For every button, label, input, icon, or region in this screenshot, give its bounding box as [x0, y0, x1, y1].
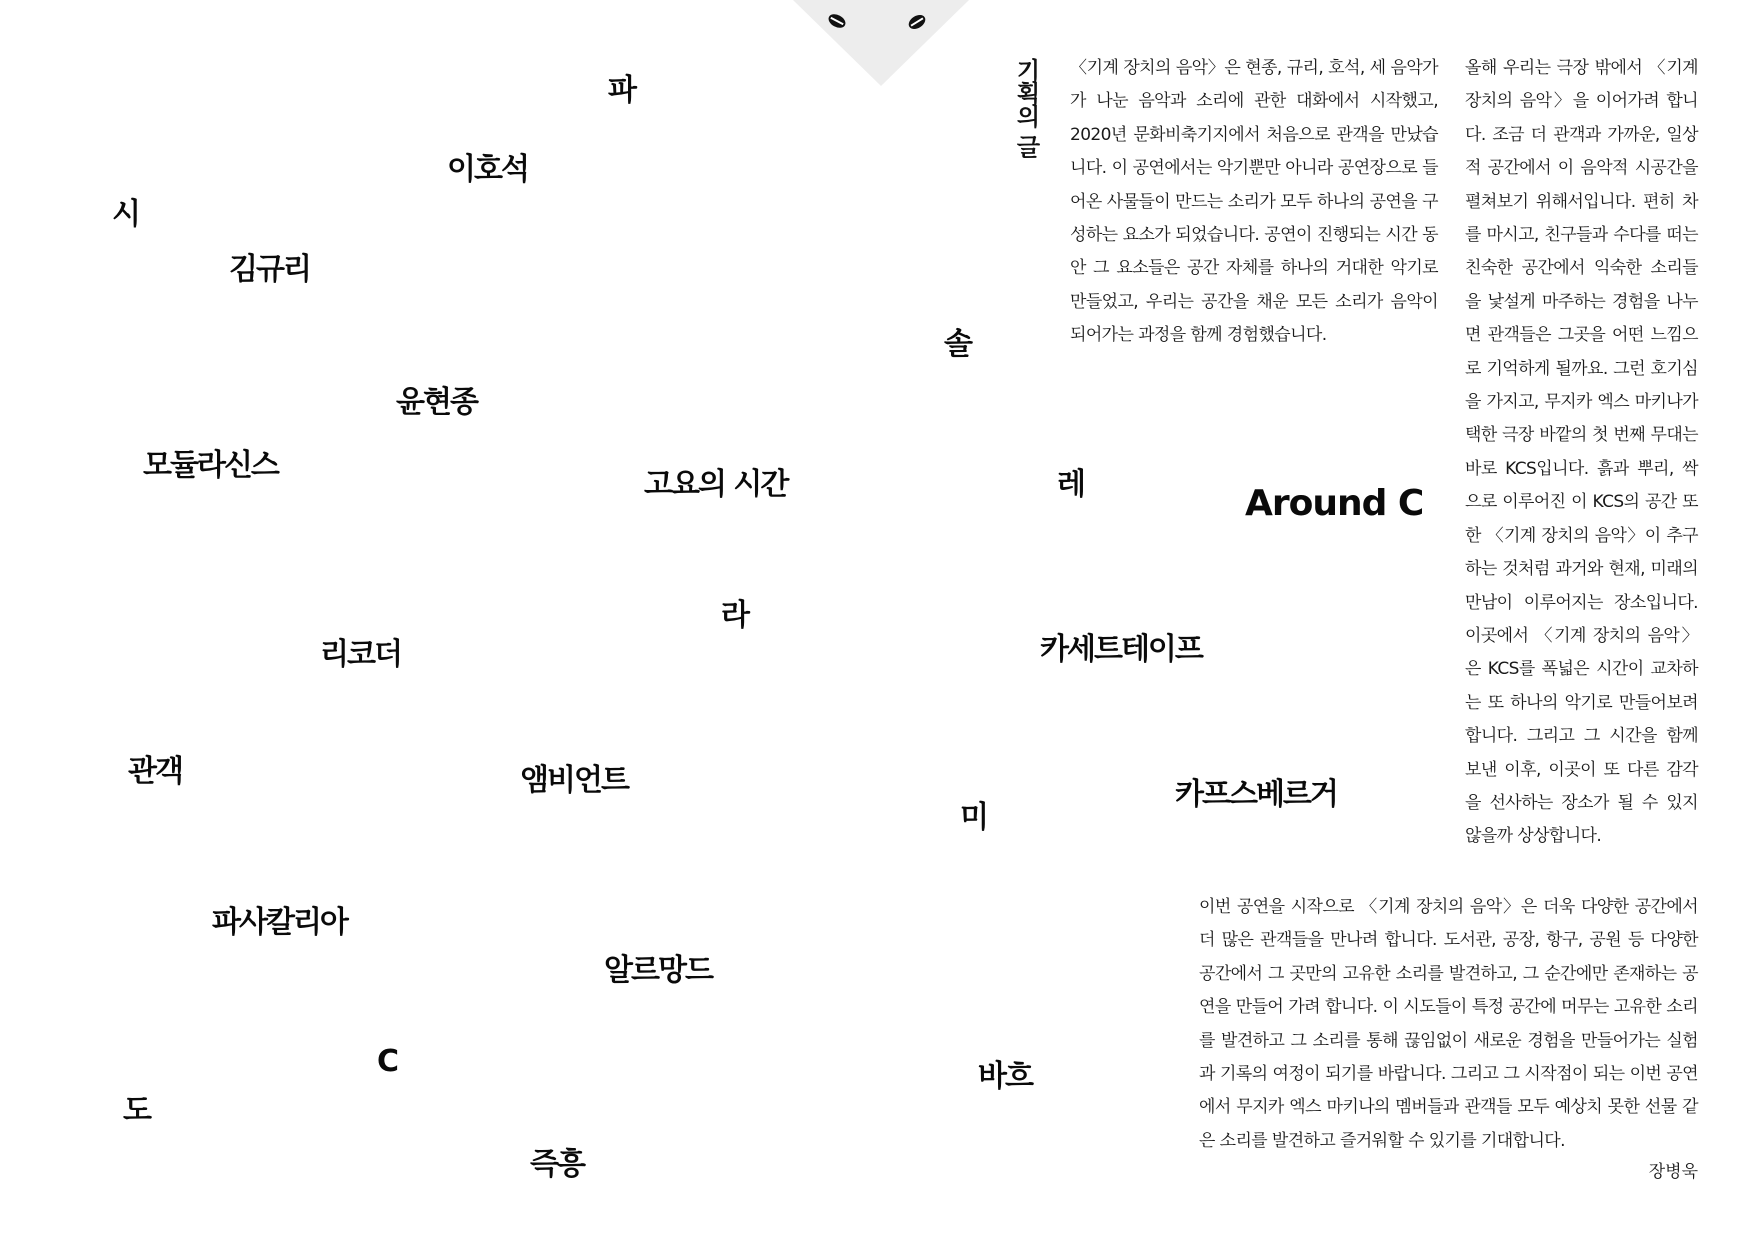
word-improvisation: 즉흥: [530, 1147, 584, 1182]
word-c: C: [377, 1044, 398, 1079]
word-around-c: Around C: [1245, 483, 1424, 524]
word-si: 시: [112, 197, 139, 232]
word-time-of-silence: 고요의 시간: [644, 467, 788, 502]
word-lee-hoseok: 이호석: [447, 152, 528, 187]
word-bach: 바흐: [978, 1059, 1032, 1094]
word-passacaglia: 파사칼리아: [212, 905, 347, 940]
author-signature: 장병욱: [1648, 1162, 1698, 1182]
section-title: 기획의 글: [1012, 58, 1040, 158]
word-mi: 미: [960, 800, 987, 835]
word-ambient: 앰비언트: [520, 763, 628, 798]
word-modular-synth: 모듈라신스: [143, 448, 278, 483]
word-kim-gyuri: 김규리: [229, 252, 310, 287]
word-sol: 솔: [944, 327, 971, 362]
music-note-triangle-icon: [793, 0, 969, 86]
word-audience: 관객: [128, 754, 182, 789]
article-paragraph-1: 〈기계 장치의 음악〉은 현종, 규리, 호석, 세 음악가가 나눈 음악과 소리에 관한 대화에서 시작했고, 2020년 문화비축기지에서 처음으로 관객을 만났습니다. 이 공연에서는 악기뿐만 아니라 공연장으로 들어온 사물들이 만드는 소리가 모두 하나의 공연을 구성하는 요소가 되었습니다. 공연이 진행되는 시간 동안 그 요소들은 공간 자체를 하나의 거대한 악기로 만들었고, 우리는 공간을 채운 모든 소리가 음악이 되어가는 과정을 함께 경험했습니다.: [1070, 58, 1438, 346]
word-do: 도: [123, 1093, 150, 1128]
article-paragraph-2: 올해 우리는 극장 밖에서 〈기계 장치의 음악〉을 이어가려 합니다. 조금 더 관객과 가까운, 일상적 공간에서 이 음악적 시공간을 펼쳐보기 위해서입니다. 편히 차를 마시고, 친구들과 수다를 떠는 친숙한 공간에서 익숙한 소리들을 낯설게 마주하는 경험을 나누면 관객들은 그곳을 어떤 느낌으로 기억하게 될까요. 그런 호기심을 가지고, 무지카 엑스 마키나가 택한 극장 바깥의 첫 번째 무대는 바로 KCS입니다. 흙과 뿌리, 싹으로 이루어진 이 KCS의 공간 또한 〈기계 장치의 음악〉이 추구하는 것처럼 과거와 현재, 미래의 만남이 이루어지는 장소입니다. 이곳에서 〈기계 장치의 음악〉은 KCS를 폭넓은 시간이 교차하는 또 하나의 악기로 만들어보려 합니다. 그리고 그 시간을 함께 보낸 이후, 이곳이 또 다른 감각을 선사하는 장소가 될 수 있지 않을까 상상합니다.: [1465, 58, 1698, 847]
word-ra: 라: [721, 598, 748, 633]
word-kapsberger: 카프스베르거: [1175, 777, 1337, 812]
word-pa: 파: [608, 73, 635, 108]
word-recorder: 리코더: [320, 637, 401, 672]
word-re: 레: [1057, 467, 1084, 502]
word-yoon-hyunjong: 윤현종: [396, 385, 477, 420]
word-cassette-tape: 카세트테이프: [1040, 632, 1202, 667]
article-paragraph-3: 이번 공연을 시작으로 〈기계 장치의 음악〉은 더욱 다양한 공간에서 더 많은 관객들을 만나려 합니다. 도서관, 공장, 항구, 공원 등 다양한 공간에서 그 곳만의 고유한 소리를 발견하고, 그 순간에만 존재하는 공연을 만들어 가려 합니다. 이 시도들이 특정 공간에 머무는 고유한 소리를 발견하고 그 소리를 통해 끊임없이 새로운 경험을 만들어가는 실험과 기록의 여정이 되기를 바랍니다. 그리고 그 시작점이 되는 이번 공연에서 무지카 엑스 마키나의 멤버들과 관객들 모두 예상치 못한 선물 같은 소리를 발견하고 즐거워할 수 있기를 기대합니다.: [1199, 897, 1698, 1151]
word-allemande: 알르망드: [604, 953, 712, 988]
